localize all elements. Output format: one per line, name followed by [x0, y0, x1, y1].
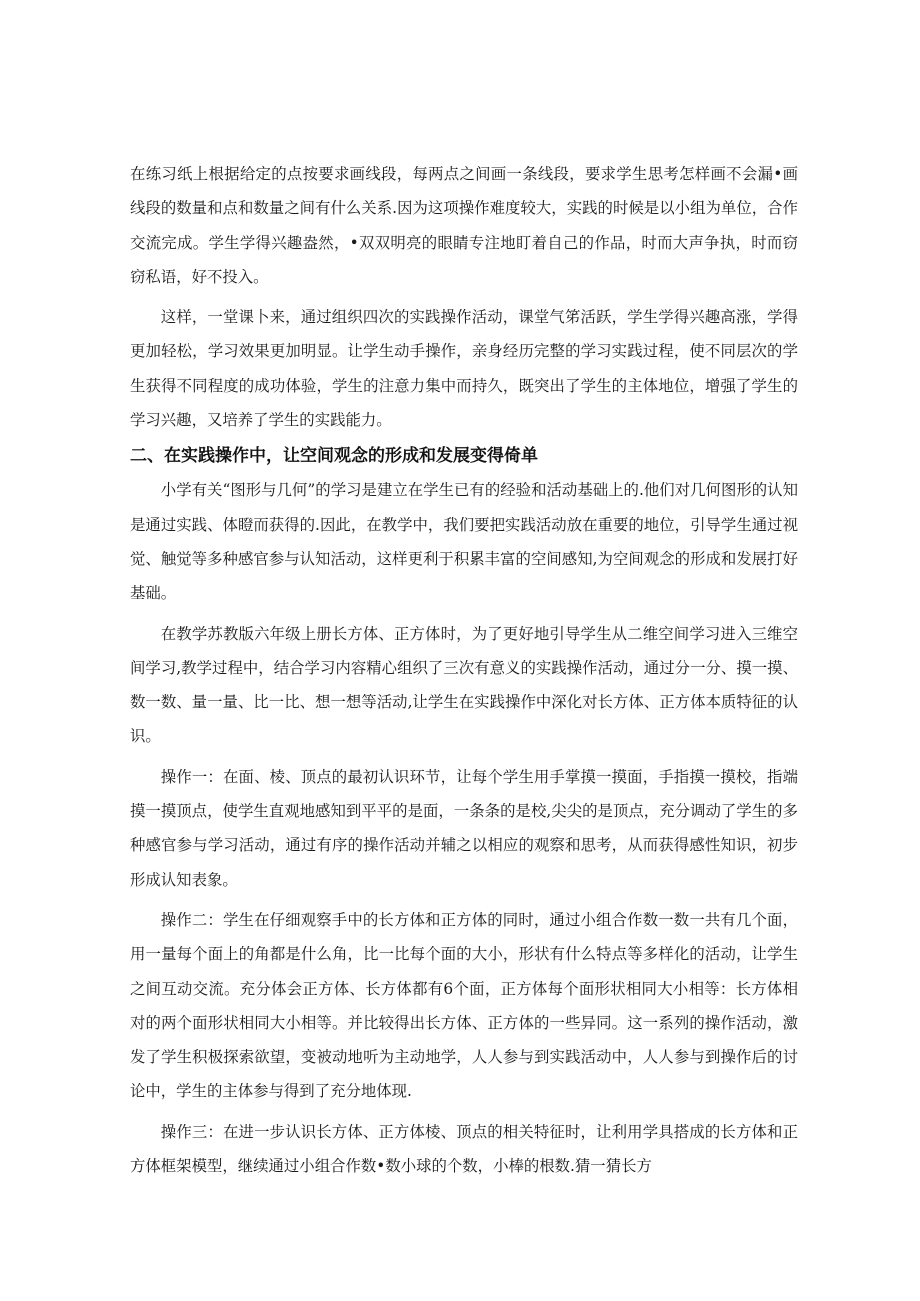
section-heading: 二、在实践操作中，让空间观念的形成和发展变得倚单 [130, 446, 538, 467]
paragraph-geometry-intro: 小学有关“图形与几何”的学习是建立在学生已有的经验和活动基础上的.他们对几何图形的认知是通过实践、体瞪而获得的.因此，在教学中，我们要把实践活动放在重要的地位，引导学生通过视觉、触觉等多种感官参与认知活动，这样更利于积累丰富的空间感知,为空间观念的形成和发展打好基础。 [130, 481, 798, 603]
paragraph-operation-two: 操作二：学生在仔细观察手中的长方体和正方体的同时，通过小组合作数一数一共有几个面，用一量每个面上的角都是什么角，比一比每个面的大小，形状有什么特点等多样化的活动，让学生之间互动交流。充分体会正方体、长方体都有6个面，正方体每个面形状相同大小相等：长方体相对的两个面形状相同大小相等。并比较得出长方体、正方体的一些异同。这一系列的操作活动，激发了学生积极探索欲望，变被动地听为主动地学，人人参与到实践活动中，人人参与到操作后的讨论中，学生的主体参与得到了充分地体现. [130, 910, 798, 1101]
paragraph-operation-three: 操作三：在进一步认识长方体、正方体棱、顶点的相关特征时，让利用学具搭成的长方体和正方体框架模型，继续通过小组合作数•数小球的个数，小棒的根数.猜一猜长方 [130, 1122, 798, 1176]
document-page [130, 157, 798, 1183]
paragraph-line-segments: 在练习纸上根据给定的点按要求画线段，每两点之间画一条线段，要求学生思考怎样画不会漏•画线段的数量和点和数量之间有什么关系.因为这项操作难度较大，实践的时候是以小组为单位，合作交流完成。学生学得兴趣盎然，•双双明亮的眼睛专注地盯着自己的作品，时而大声争执，时而窃窃私语，好不投入。 [130, 165, 798, 286]
paragraph-operation-one: 操作一：在面、棱、顶点的最初认识环节，让每个学生用手掌摸一摸面，手指摸一摸校，指端摸一摸顶点，使学生直观地感知到平平的是面，一条条的是校,尖尖的是顶点，充分调动了学生的多种感官参与学习活动，通过有序的操作活动并辅之以相应的观察和思考，从而获得感性知识，初步形成认知表象。 [130, 767, 798, 889]
paragraph-lesson-summary: 这样，一堂课卜来，通过组织四次的实践操作活动，课堂气笫活跃，学生学得兴趣高涨，学得更加轻松，学习效果更加明显。让学生动手操作，亲身经历完整的学习实践过程，使不同层次的学生获得不同程度的成功体验，学生的注意力集中而持久，既突出了学生的主体地位，增强了学生的学习兴趣，又培养了学生的实践能力。 [130, 308, 798, 430]
paragraph-teaching-cuboid: 在教学苏教版六年级上册长方体、正方体时，为了更好地引导学生从二维空间学习进入三维空间学习,教学过程中，结合学习内容精心组织了三次有意义的实践操作活动，通过分一分、摸一摸、数一数、量一量、比一比、想一想等活动,让学生在实践操作中深化对长方体、正方体本质特征的认识。 [130, 624, 798, 746]
